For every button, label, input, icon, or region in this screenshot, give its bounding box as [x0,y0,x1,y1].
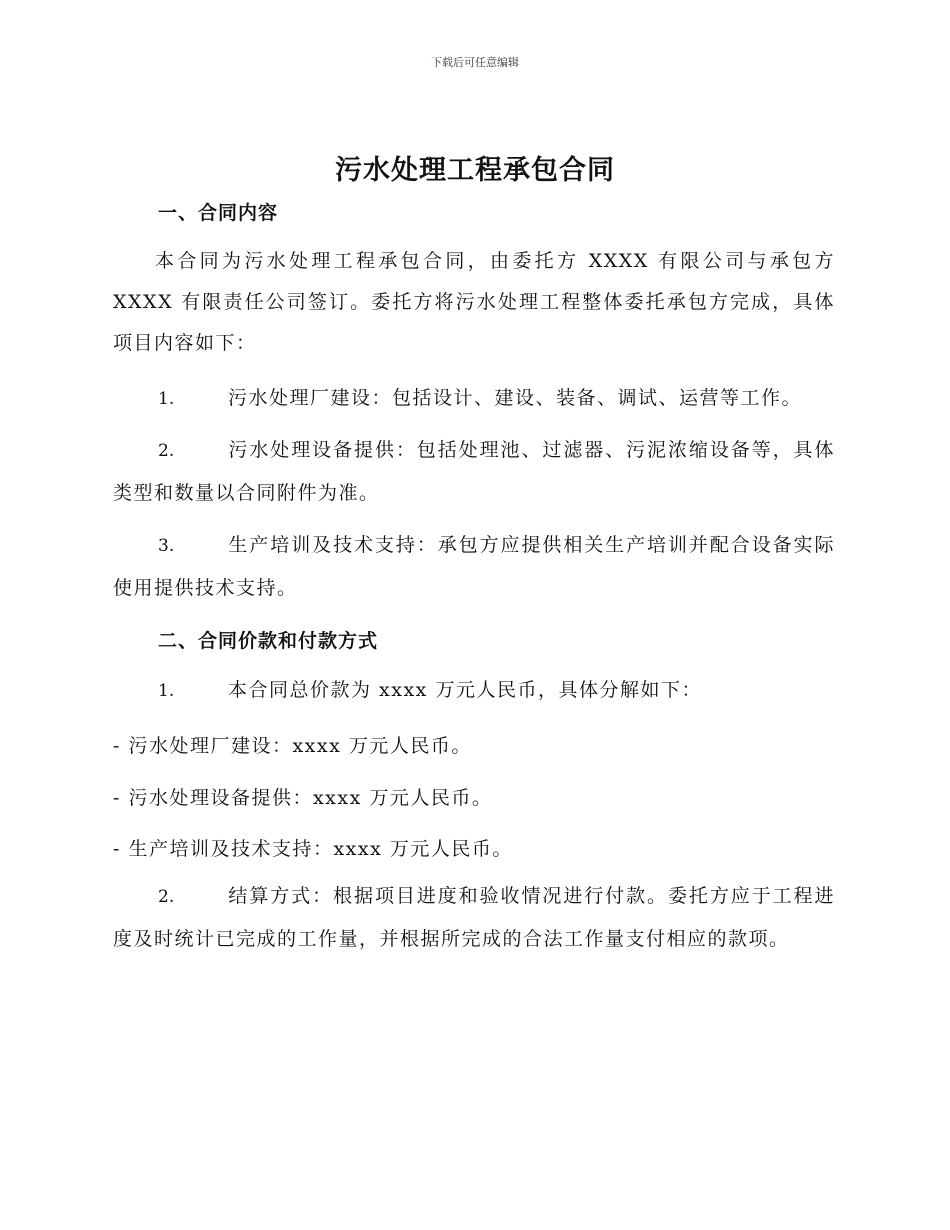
section1-item-2 [113,429,835,514]
item-number: 1. [158,681,175,701]
section-heading-contract-content: 一、合同内容 [158,202,279,224]
item-text: 污水处理设备提供：包括处理池、过滤器、污泥浓缩设备等，具体类型和数量以合同附件为准。 [113,439,835,504]
item-text: 生产培训及技术支持：承包方应提供相关生产培训并配合设备实际使用提供技术支持。 [113,534,835,599]
item-number: 1. [158,389,175,409]
breakdown-line-2: - 污水处理设备提供：xxxx 万元人民币。 [113,787,493,809]
breakdown-line-1: - 污水处理厂建设：xxxx 万元人民币。 [113,735,472,757]
section1-item-1 [113,377,835,420]
section-heading-price-payment: 二、合同价款和付款方式 [158,630,379,652]
item-text: 污水处理厂建设：包括设计、建设、装备、调试、运营等工作。 [228,387,803,409]
section2-item-2 [113,875,835,960]
item-number: 2. [158,887,175,907]
item-number: 2. [158,441,175,461]
document-title: 污水处理工程承包合同 [335,155,615,186]
section1-intro-paragraph: 本合同为污水处理工程承包合同，由委托方 XXXX 有限公司与承包方 XXXX 有限责任公司签订。委托方将污水处理工程整体委托承包方完成，具体项目内容如下： [113,250,835,354]
section2-item-1 [113,669,835,712]
breakdown-line-3: - 生产培训及技术支持：xxxx 万元人民币。 [113,838,513,860]
item-number: 3. [158,536,175,556]
item-text: 本合同总价款为 xxxx 万元人民币，具体分解如下： [228,679,702,701]
header-note: 下载后可任意编辑 [431,56,519,69]
section1-item-3 [113,524,835,609]
item-text: 结算方式：根据项目进度和验收情况进行付款。委托方应于工程进度及时统计已完成的工作量，并根据所完成的合法工作量支付相应的款项。 [113,885,835,950]
